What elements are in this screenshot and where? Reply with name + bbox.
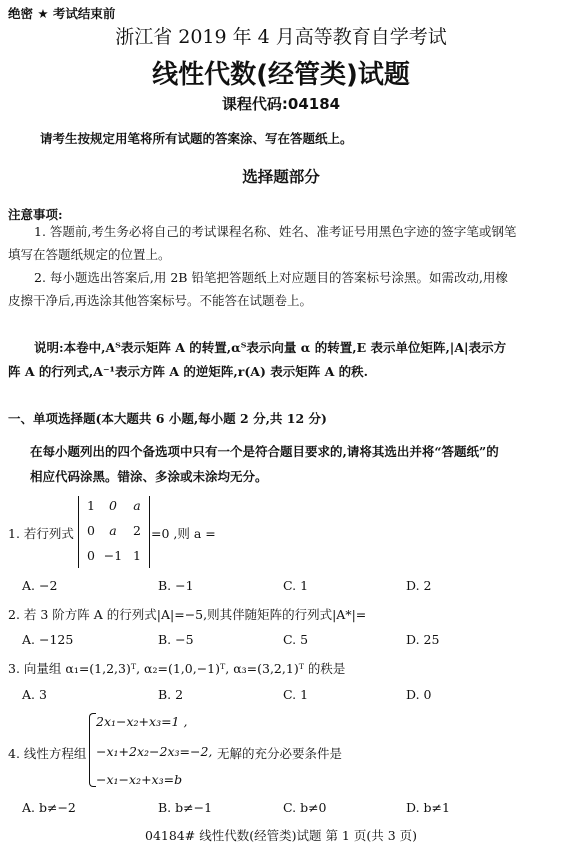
- subject-title: 线性代数(经管类)试题: [152, 60, 410, 90]
- question-3-option-a[interactable]: A. 3: [22, 687, 47, 702]
- matrix-cell: 0: [87, 523, 95, 538]
- question-4-option-d[interactable]: D. b≠1: [406, 800, 450, 815]
- question-2-option-a[interactable]: A. −125: [22, 632, 74, 647]
- course-code: 课程代码:04184: [221, 95, 341, 113]
- note-item-1-line-1: 1. 答题前,考生务必将自己的考试课程名称、姓名、准考证号用黑色字迹的签字笔或钢笔: [34, 224, 517, 239]
- answer-instruction: 请考生按规定用笔将所有试题的答案涂、写在答题纸上。: [40, 131, 353, 146]
- notes-heading: 注意事项:: [8, 207, 63, 222]
- equation-3: −x₁−x₂+x₃=b: [96, 772, 183, 787]
- page-footer: 04184# 线性代数(经管类)试题 第 1 页(共 3 页): [145, 828, 417, 843]
- section-title: 选择题部分: [242, 168, 320, 186]
- question-3-option-d[interactable]: D. 0: [406, 687, 432, 702]
- question-1-determinant: [78, 496, 150, 568]
- explanation-line-2: 阵 A 的行列式,A⁻¹表示方阵 A 的逆矩阵,r(A) 表示矩阵 A 的秩.: [8, 364, 368, 379]
- matrix-cell: 1: [133, 548, 141, 563]
- explanation-line-1: 说明:本卷中,Aᵀ表示矩阵 A 的转置,αᵀ表示向量 α 的转置,E 表示单位矩阵,|A|表示方: [34, 340, 507, 355]
- note-item-1-line-2: 填写在答题纸规定的位置上。: [8, 247, 171, 262]
- matrix-cell: a: [133, 498, 141, 513]
- question-1-option-b[interactable]: B. −1: [158, 578, 194, 593]
- part1-description-line-1: 在每小题列出的四个备选项中只有一个是符合题目要求的,请将其选出并将“答题纸”的: [30, 444, 499, 459]
- matrix-cell: a: [109, 523, 117, 538]
- question-1-option-d[interactable]: D. 2: [406, 578, 432, 593]
- equation-1: 2x₁−x₂+x₃=1 ,: [96, 714, 188, 729]
- question-4-option-c[interactable]: C. b≠0: [283, 800, 327, 815]
- exam-title: 浙江省 2019 年 4 月高等教育自学考试: [115, 26, 447, 48]
- matrix-cell: 2: [133, 523, 141, 538]
- question-4-prefix: 4. 线性方程组: [8, 746, 87, 761]
- question-4-suffix: 无解的充分必要条件是: [217, 746, 343, 761]
- matrix-cell: 0: [109, 498, 117, 513]
- confidential-label: 绝密 ★ 考试结束前: [8, 6, 116, 21]
- question-1-prefix: 1. 若行列式: [8, 526, 74, 541]
- question-1-option-c[interactable]: C. 1: [283, 578, 309, 593]
- question-2-option-d[interactable]: D. 25: [406, 632, 440, 647]
- note-item-2-line-2: 皮擦干净后,再选涂其他答案标号。不能答在试题卷上。: [8, 293, 312, 308]
- question-1-option-a[interactable]: A. −2: [22, 578, 58, 593]
- question-2-option-b[interactable]: B. −5: [158, 632, 194, 647]
- equation-system-brace: [89, 713, 96, 787]
- equation-2: −x₁+2x₂−2x₃=−2,: [96, 744, 213, 759]
- question-2-option-c[interactable]: C. 5: [283, 632, 309, 647]
- part1-heading: 一、单项选择题(本大题共 6 小题,每小题 2 分,共 12 分): [8, 411, 327, 426]
- question-4-option-b[interactable]: B. b≠−1: [158, 800, 213, 815]
- question-2-stem: 2. 若 3 阶方阵 A 的行列式|A|=−5,则其伴随矩阵的行列式|A*|=: [8, 607, 367, 622]
- matrix-cell: 1: [87, 498, 95, 513]
- matrix-cell: 0: [87, 548, 95, 563]
- question-1-suffix: =0 ,则 a =: [151, 526, 216, 541]
- note-item-2-line-1: 2. 每小题选出答案后,用 2B 铅笔把答题纸上对应题目的答案标号涂黑。如需改动,用橡: [34, 270, 508, 285]
- question-3-stem: 3. 向量组 α₁=(1,2,3)ᵀ, α₂=(1,0,−1)ᵀ, α₃=(3,2,1)ᵀ 的秩是: [8, 661, 346, 676]
- part1-description-line-2: 相应代码涂黑。错涂、多涂或未涂均无分。: [30, 469, 268, 484]
- question-4-option-a[interactable]: A. b≠−2: [22, 800, 76, 815]
- matrix-cell: −1: [103, 548, 123, 563]
- question-3-option-c[interactable]: C. 1: [283, 687, 309, 702]
- question-3-option-b[interactable]: B. 2: [158, 687, 184, 702]
